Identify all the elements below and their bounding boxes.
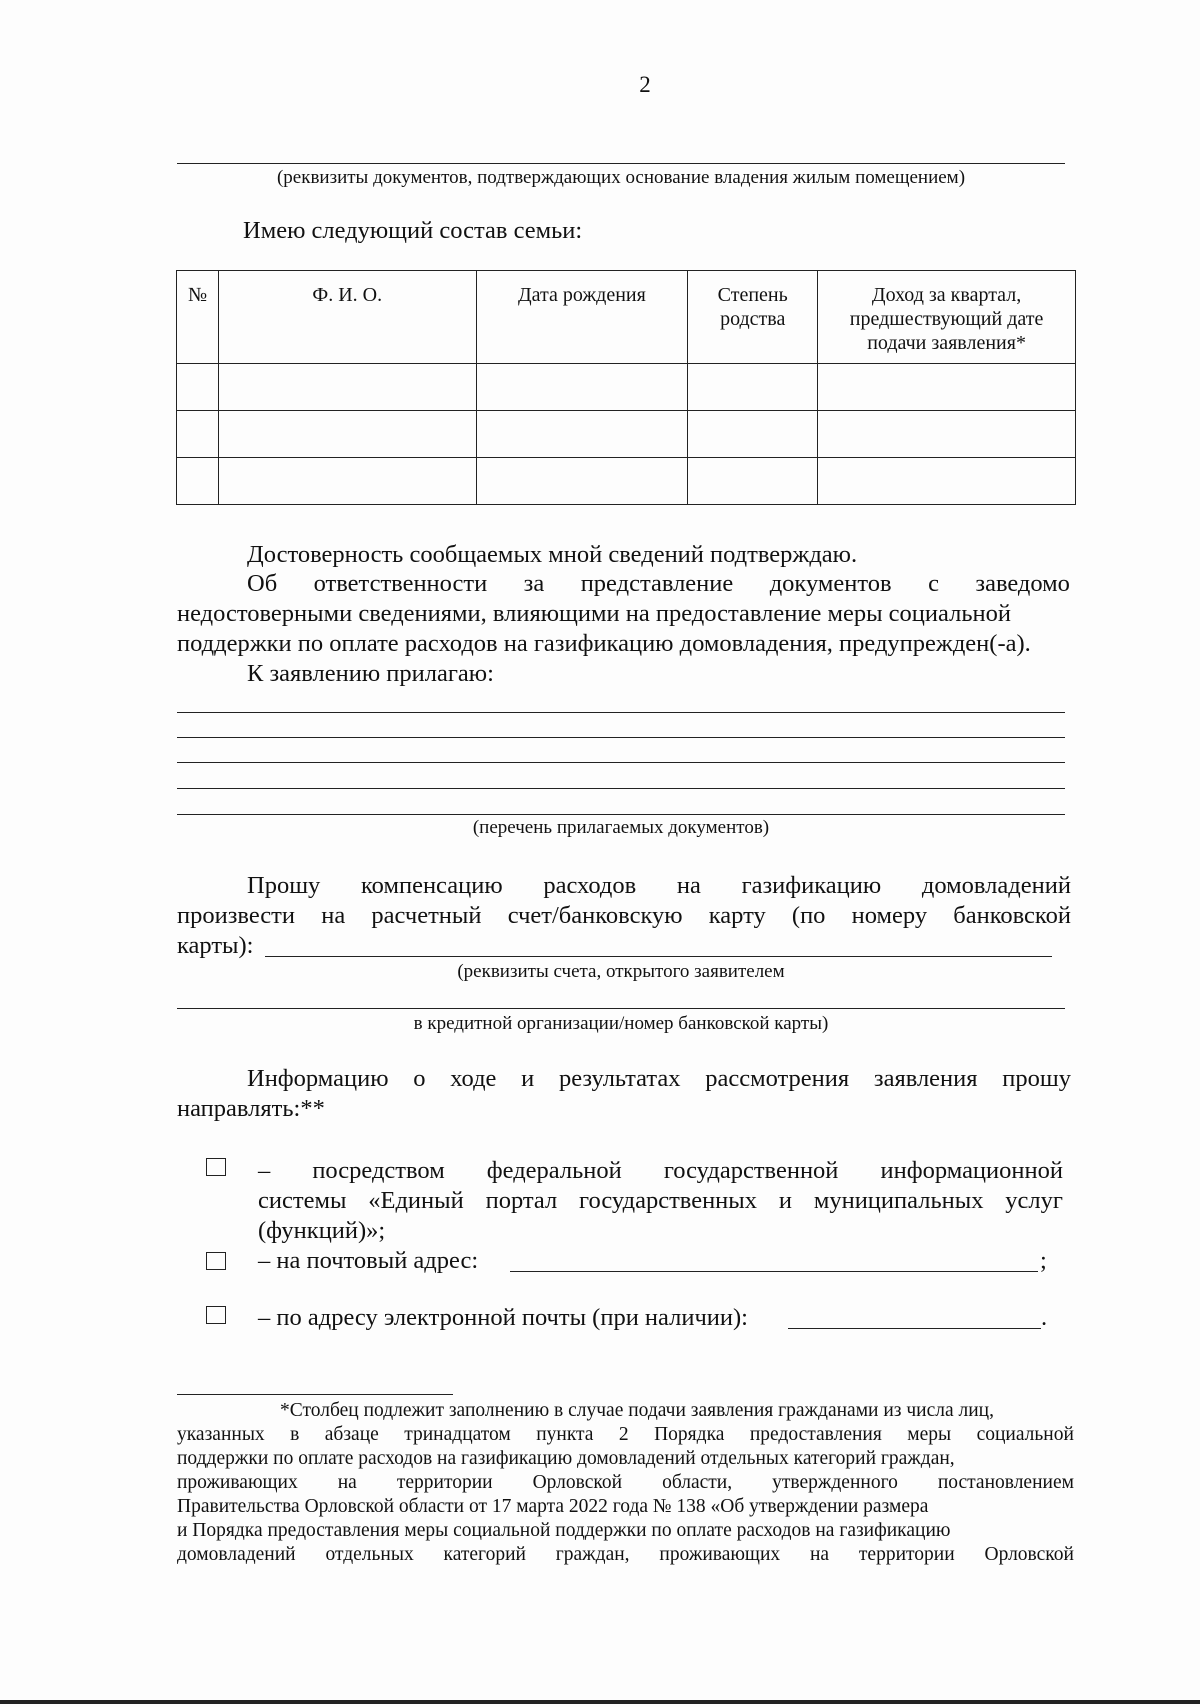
word: проживающих	[659, 1544, 781, 1565]
word: на	[337, 1472, 357, 1493]
footnote-line-4	[177, 1471, 1074, 1495]
card-label: карты):	[177, 932, 254, 959]
word: Порядка	[654, 1424, 725, 1445]
word: и	[778, 1187, 792, 1214]
account-field-line-2[interactable]	[177, 1008, 1065, 1009]
info-line-2: направлять:**	[177, 1095, 325, 1122]
word: домовладений	[921, 872, 1071, 899]
table-cell[interactable]	[688, 458, 818, 505]
word: меры	[907, 1424, 952, 1445]
account-field-line[interactable]	[265, 956, 1052, 957]
word: пункта	[536, 1424, 594, 1445]
attachment-line[interactable]	[177, 737, 1065, 738]
email-end: .	[1041, 1304, 1048, 1331]
word: прошу	[1002, 1065, 1071, 1092]
declaration-line-3: недостоверными сведениями, влияющими на предоставление меры социальной	[177, 600, 1011, 627]
table-cell[interactable]	[476, 458, 688, 505]
family-intro: Имею следующий состав семьи:	[243, 217, 583, 244]
word: посредством	[312, 1157, 445, 1184]
portal-line-1	[258, 1156, 1063, 1185]
word: Орловской	[532, 1472, 623, 1493]
portal-line-2	[258, 1186, 1063, 1215]
table-cell[interactable]	[818, 364, 1076, 411]
header-birth-date: Дата рождения	[476, 271, 688, 364]
table-cell[interactable]	[177, 458, 219, 505]
word: заведомо	[975, 570, 1070, 597]
account-caption-2: в кредитной организации/номер банковской карты)	[413, 1013, 829, 1034]
table-cell[interactable]	[218, 411, 476, 458]
email-label: – по адресу электронной почты (при наличии):	[258, 1304, 748, 1331]
word: в	[290, 1424, 300, 1445]
word: Об	[247, 570, 278, 597]
header-number: №	[177, 271, 219, 364]
portal-checkbox[interactable]	[206, 1158, 226, 1176]
table-cell[interactable]	[476, 364, 688, 411]
word: с	[928, 570, 939, 597]
attachments-caption: (перечень прилагаемых документов)	[472, 817, 770, 838]
word: государственной	[663, 1157, 839, 1184]
word: системы	[258, 1187, 347, 1214]
word: рассмотрения	[705, 1065, 850, 1092]
word: постановлением	[937, 1472, 1074, 1493]
word: на	[321, 902, 346, 929]
table-cell[interactable]	[177, 411, 219, 458]
table-cell[interactable]	[688, 364, 818, 411]
portal-line-3: (функций)»;	[258, 1217, 386, 1244]
word: указанных	[177, 1424, 265, 1445]
word: расходов	[543, 872, 637, 899]
word: –	[258, 1157, 271, 1184]
word: Орловской	[984, 1544, 1074, 1565]
account-caption-1: (реквизиты счета, открытого заявителем	[457, 961, 785, 982]
table-cell[interactable]	[688, 411, 818, 458]
word: услуг	[1005, 1187, 1063, 1214]
word: отдельных	[325, 1544, 414, 1565]
attachment-line[interactable]	[177, 788, 1065, 789]
word: произвести	[177, 902, 296, 929]
compensation-line-2	[177, 901, 1071, 930]
word: ответственности	[313, 570, 488, 597]
word: «Единый	[368, 1187, 464, 1214]
word: и	[521, 1065, 535, 1092]
word: результатах	[558, 1065, 681, 1092]
word: представление	[580, 570, 734, 597]
family-table	[176, 270, 1076, 505]
word: информационной	[880, 1157, 1063, 1184]
word: (по	[791, 902, 826, 929]
footnote-line-7	[177, 1543, 1074, 1567]
footnote-line-6: и Порядка предоставления меры социальной поддержки по оплате расходов на газификацию	[177, 1520, 951, 1541]
word: утвержденного	[772, 1472, 898, 1493]
word: социальной	[976, 1424, 1074, 1445]
postal-checkbox[interactable]	[206, 1252, 226, 1270]
word: Информацию	[247, 1065, 389, 1092]
declaration-line-1: Достоверность сообщаемых мной сведений подтверждаю.	[247, 541, 858, 568]
word: на	[676, 872, 701, 899]
footnote-line-3: поддержки по оплате расходов на газификацию домовладений отдельных категорий граждан,	[177, 1448, 955, 1469]
info-line-1	[247, 1064, 1071, 1093]
word: тринадцатом	[404, 1424, 511, 1445]
email-checkbox[interactable]	[206, 1306, 226, 1324]
footnote-line-2	[177, 1423, 1074, 1447]
word: расчетный	[371, 902, 482, 929]
word: территории	[858, 1544, 955, 1565]
table-cell[interactable]	[218, 364, 476, 411]
header-relationship: Степень родства	[688, 271, 818, 364]
table-cell[interactable]	[818, 458, 1076, 505]
word: абзаце	[324, 1424, 379, 1445]
word: территории	[396, 1472, 493, 1493]
table-row	[177, 411, 1076, 458]
postal-end: ;	[1040, 1247, 1047, 1274]
email-address-field[interactable]	[788, 1328, 1041, 1329]
family-table-header	[177, 271, 1076, 364]
compensation-line-1	[247, 871, 1071, 900]
word: федеральной	[486, 1157, 622, 1184]
word: за	[523, 570, 545, 597]
word: компенсацию	[361, 872, 503, 899]
word: муниципальных	[813, 1187, 984, 1214]
word: портал	[485, 1187, 558, 1214]
word: о	[413, 1065, 426, 1092]
word: газификацию	[741, 872, 882, 899]
word: на	[809, 1544, 830, 1565]
word: счет/банковскую	[507, 902, 683, 929]
table-cell[interactable]	[218, 458, 476, 505]
word: документов	[769, 570, 892, 597]
word: домовладений	[177, 1544, 296, 1565]
attachments-label: К заявлению прилагаю:	[247, 660, 494, 687]
header-full-name: Ф. И. О.	[218, 271, 476, 364]
footnote-separator	[177, 1394, 453, 1395]
word: 2	[618, 1424, 629, 1445]
table-row	[177, 364, 1076, 411]
word: Прошу	[247, 872, 321, 899]
word: области,	[662, 1472, 733, 1493]
attachment-line[interactable]	[177, 814, 1065, 815]
table-row	[177, 458, 1076, 505]
footnote-line-1: *Столбец подлежит заполнению в случае подачи заявления гражданами из числа лиц,	[280, 1400, 994, 1421]
word: ходе	[450, 1065, 497, 1092]
word: предоставления	[749, 1424, 882, 1445]
attachment-line[interactable]	[177, 762, 1065, 763]
word: номеру	[851, 902, 928, 929]
footnote-line-5: Правительства Орловской области от 17 марта 2022 года № 138 «Об утверждении размера	[177, 1496, 929, 1517]
scan-bottom-edge	[0, 1700, 1200, 1704]
word: заявления	[873, 1065, 978, 1092]
word: банковской	[953, 902, 1071, 929]
ownership-field-line[interactable]	[177, 163, 1065, 164]
table-cell[interactable]	[177, 364, 219, 411]
word: проживающих	[177, 1472, 298, 1493]
word: карту	[708, 902, 766, 929]
word: государственных	[579, 1187, 758, 1214]
table-cell[interactable]	[476, 411, 688, 458]
ownership-caption: (реквизиты документов, подтверждающих основание владения жилым помещением)	[276, 167, 966, 188]
word: категорий	[443, 1544, 526, 1565]
postal-label: – на почтовый адрес:	[258, 1247, 479, 1274]
declaration-line-2	[247, 569, 1070, 598]
attachment-line[interactable]	[177, 712, 1065, 713]
declaration-line-4: поддержки по оплате расходов на газификацию домовладения, предупрежден(-а).	[177, 630, 1031, 657]
table-cell[interactable]	[818, 411, 1076, 458]
page-number: 2	[639, 72, 651, 97]
header-income: Доход за квартал, предшествующий дате подачи заявления*	[818, 271, 1076, 364]
postal-address-field[interactable]	[510, 1271, 1038, 1272]
word: граждан,	[555, 1544, 630, 1565]
